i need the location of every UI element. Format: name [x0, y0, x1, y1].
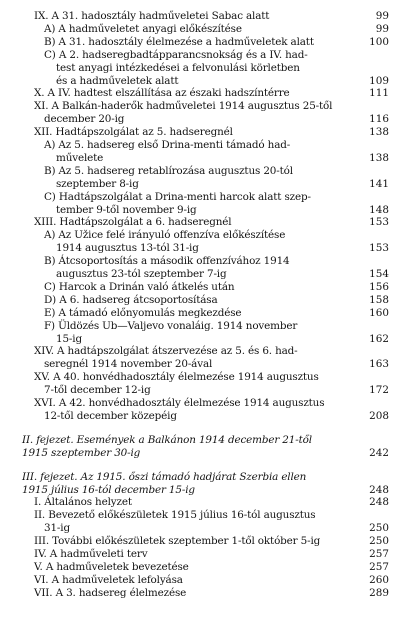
toc-entry [34, 574, 183, 586]
toc-entry [56, 178, 139, 190]
toc-entry-title: XIV. A hadtápszolgálat átszervezése az 5. és 6. had- [34, 345, 298, 358]
toc-page-number: 138 [369, 126, 389, 139]
toc-page-number: 99 [375, 10, 389, 22]
toc-entry-title: XIII. Hadtápszolgálat a 6. hadseregnél [34, 216, 232, 229]
toc-entry-title: II. Bevezető előkészületek 1915 július 16-tól augusztus [34, 509, 316, 522]
toc-entry [34, 397, 324, 409]
toc-entry-title: VII. A 3. hadsereg élelmezése [34, 586, 187, 599]
toc-entry-title: B) Átcsoportosítás a második offenzívához 1914 [44, 255, 290, 268]
toc-entry [44, 113, 124, 125]
toc-page-number: 163 [369, 358, 389, 371]
toc-entry [44, 384, 151, 396]
toc-page-number: 248 [369, 483, 389, 496]
toc-entry [56, 152, 103, 164]
toc-entry-title: tember 9-től november 9-ig [56, 203, 197, 216]
toc-entry-title: A) Az Užice felé irányuló offenzíva előkészítése [44, 229, 286, 242]
toc-entry [44, 294, 218, 306]
toc-entry-title: december 20-ig [44, 113, 125, 126]
toc-entry [22, 484, 195, 496]
toc-page-number: 160 [369, 306, 389, 319]
toc-entry-title: E) A támadó előnyomulás megkezdése [44, 306, 242, 319]
toc-entry-title: IV. A hadműveleti terv [34, 548, 148, 560]
toc-entry-title: művelete [56, 151, 104, 164]
toc-entry-title: III. További előkészületek szeptember 1-től október 5-ig [34, 535, 321, 548]
toc-entry [44, 281, 234, 293]
toc-entry-title: III. fejezet. Az 1915. őszi támadó hadjárat Szerbia ellen [22, 470, 307, 483]
toc-entry-title: 1914 augusztus 13-tól 31-ig [56, 242, 199, 255]
toc-entry [56, 75, 178, 87]
toc-entry-title: I. Általános helyzet [34, 496, 132, 509]
toc-entry-title: VI. A hadműveletek lefolyása [34, 573, 183, 586]
toc-entry [56, 268, 226, 280]
toc-entry-title: augusztus 23-tól szeptember 7-ig [56, 268, 227, 280]
toc-entry [44, 139, 290, 151]
toc-entry-title: B) A 31. hadosztály élelmezése a hadműveletek alatt [44, 35, 314, 48]
toc-entry-title: A) Az 5. hadsereg első Drina-menti támadó had- [44, 139, 291, 151]
toc-page-number: 100 [369, 35, 389, 48]
toc-entry [34, 548, 147, 560]
toc-entry [44, 36, 314, 48]
toc-entry-title: II. fejezet. Események a Balkánon 1914 december 21-től [22, 433, 312, 446]
toc-entry [34, 587, 186, 599]
toc-entry [44, 23, 242, 35]
toc-entry [56, 333, 82, 345]
toc-entry [44, 358, 212, 370]
toc-entry [34, 100, 332, 112]
toc-entry-title: és a hadműveletek alatt [56, 74, 179, 87]
toc-page-number: 257 [369, 548, 389, 560]
toc-entry [34, 126, 233, 138]
toc-page-number: 138 [369, 151, 389, 164]
toc-entry [44, 255, 290, 267]
toc-entry [34, 87, 290, 99]
toc-entry [34, 345, 298, 357]
toc-entry [44, 320, 297, 332]
toc-entry-title: seregnél 1914 november 20-ával [44, 358, 213, 371]
toc-page-number: 257 [369, 560, 389, 573]
toc-entry [34, 10, 269, 22]
toc-entry-title: test anyagi intézkedései a felvonulási körletben [56, 61, 300, 74]
toc-entry [34, 535, 320, 547]
toc-entry [34, 371, 319, 383]
toc-page-number: 242 [369, 446, 389, 459]
toc-entry [44, 522, 70, 534]
toc-entry-title: V. A hadműveletek bevezetése [34, 560, 189, 573]
toc-page-number: 156 [369, 280, 389, 293]
toc-page-number: 148 [369, 203, 389, 216]
toc-page-number: 162 [369, 332, 389, 345]
toc-entry [34, 561, 189, 573]
toc-entry [34, 216, 231, 228]
toc-entry-title: 1915 szeptember 30-ig [22, 446, 141, 459]
toc-entry [22, 434, 312, 446]
toc-page-number: 172 [369, 384, 389, 397]
toc-entry [22, 471, 306, 483]
toc-entry-title: C) A 2. hadseregbadtápparancsnokság és a IV. had- [44, 48, 308, 61]
toc-entry-title: IX. A 31. hadosztály hadműveletei Sabac alatt [34, 10, 270, 22]
toc-entry-title: 15-ig [56, 332, 82, 345]
toc-entry-title: 1915 július 16-tól december 15-ig [22, 483, 195, 496]
toc-entry [34, 496, 132, 508]
toc-entry-title: D) A 6. hadsereg átcsoportosítása [44, 293, 218, 306]
toc-page-number: 260 [369, 573, 389, 586]
toc-entry [56, 62, 300, 74]
toc-page-number: 250 [369, 535, 389, 548]
toc-entry-title: szeptember 8-ig [56, 177, 139, 190]
toc-entry [44, 49, 308, 61]
toc-entry-title: X. A IV. hadtest elszállítása az északi hadszíntérre [34, 87, 290, 100]
toc-entry-title: XVI. A 42. honvédhadosztály élelmezése 1914 augusztus [34, 397, 325, 409]
toc-entry [44, 229, 285, 241]
toc-entry [44, 410, 177, 422]
toc-page-number: 99 [375, 22, 389, 35]
toc-page-number: 109 [369, 74, 389, 87]
toc-entry [22, 447, 140, 459]
toc-page-number: 248 [369, 496, 389, 509]
toc-page-number: 250 [369, 522, 389, 535]
toc-entry-title: F) Üldözés Ub—Valjevo vonaláig. 1914 november [44, 319, 298, 332]
toc-page-number: 158 [369, 293, 389, 306]
toc-page-number: 116 [369, 113, 389, 126]
toc-page-number: 153 [369, 242, 389, 255]
toc-page-number: 208 [369, 409, 389, 422]
toc-entry-title: 7-től december 12-ig [44, 384, 151, 397]
toc-entry [34, 509, 315, 521]
toc-entry-title: A) A hadműveletet anyagi előkészítése [44, 22, 242, 35]
toc-page-number: 141 [369, 177, 389, 190]
toc-entry-title: C) Harcok a Drinán való átkelés után [44, 280, 235, 293]
toc-entry-title: 31-ig [44, 522, 70, 535]
toc-page-number: 153 [369, 216, 389, 229]
toc-entry [56, 204, 197, 216]
toc-entry [44, 165, 293, 177]
toc-entry-title: B) Az 5. hadsereg retablírozása augusztus 20-tól [44, 164, 293, 177]
toc-entry-title: 12-től december közepéig [44, 409, 177, 422]
toc-entry [56, 242, 199, 254]
toc-entry [44, 307, 241, 319]
toc-entry [44, 191, 311, 203]
toc-page-number: 289 [369, 586, 389, 599]
toc-page-number: 111 [369, 87, 389, 100]
toc-entry-title: XV. A 40. honvédhadosztály élelmezése 1914 augusztus [34, 371, 319, 384]
toc-entry-title: XII. Hadtápszolgálat az 5. hadseregnél [34, 126, 233, 139]
toc-entry-title: C) Hadtápszolgálat a Drina-menti harcok alatt szep- [44, 190, 311, 203]
toc-page-number: 154 [369, 268, 389, 280]
toc-entry-title: XI. A Balkán-haderők hadműveletei 1914 augusztus 25-től [34, 100, 333, 113]
